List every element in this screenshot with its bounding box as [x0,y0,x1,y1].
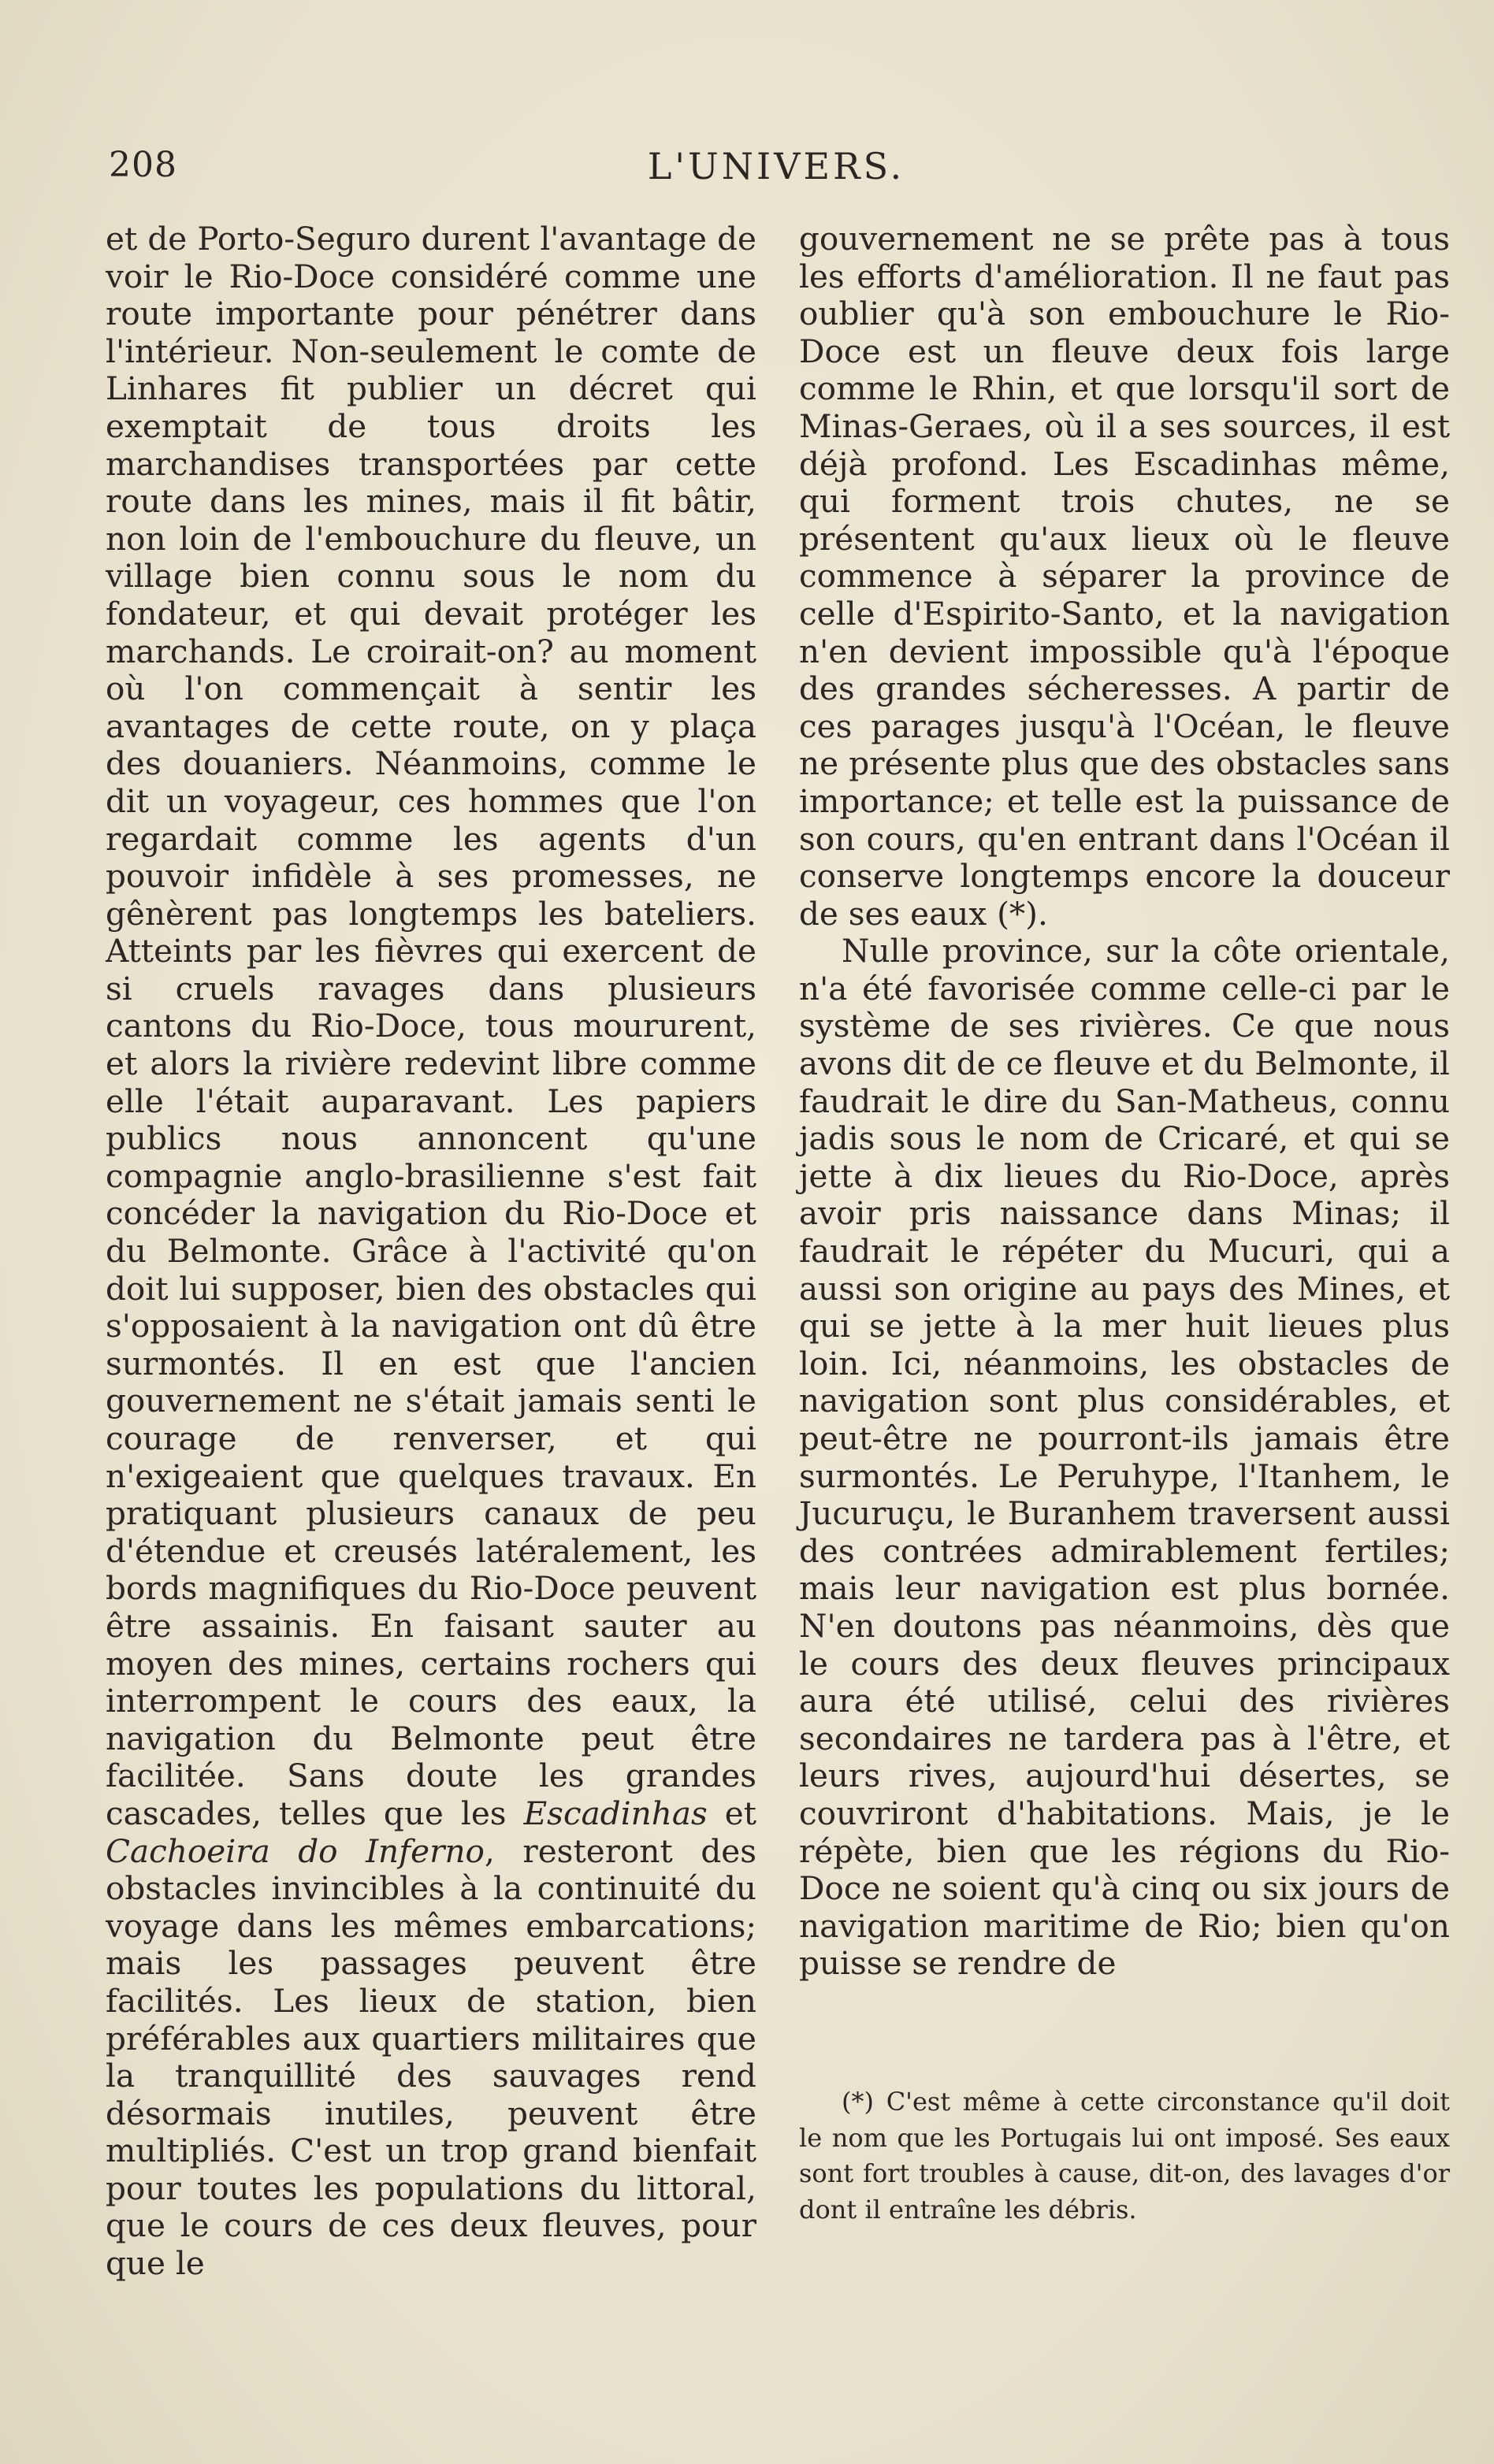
right-paragraph-1: gouvernement ne se prête pas à tous les efforts d'amélioration. Il ne faut pas oublier qu'à son embouchure le Rio-Doce est un fleuve deux fois large comme le Rhin, et que lorsqu'il sort de Minas-Geraes, où il a ses sources, il est déjà profond. Les Escadinhas même, qui forment trois chutes, ne se présentent qu'aux lieux où le fleuve commence à séparer la province de celle d'Espirito-Santo, et la navigation n'en devient impossible qu'à l'époque des grandes sécheresses. A partir de ces parages jusqu'à l'Océan, le fleuve ne présente plus que des obstacles sans importance; et telle est la puissance de son cours, qu'en entrant dans l'Océan il conserve longtemps encore la douceur de ses eaux (*). [799,220,1450,933]
page-header [102,145,1450,192]
running-title: L'UNIVERS. [647,145,905,187]
left-column [106,221,756,2283]
right-column [799,221,1450,1983]
left-text-mid: et [724,1794,757,1832]
right-paragraph-2: Nulle province, sur la côte orientale, n'a été favorisée comme celle-ci par le système de ses rivières. Ce que nous avons dit de ce fleuve et du Belmonte, il faudrait le dire du San-Matheus, connu jadis sous le nom de Cricaré, et qui se jette à dix lieues du Rio-Doce, après avoir pris naissance dans Minas; il faudrait le répéter du Mucuri, qui a aussi son origine au pays des Mines, et qui se jette à la mer huit lieues plus loin. Ici, néanmoins, les obstacles de navigation sont plus considérables, et peut-être ne pourront-ils jamais être surmontés. Le Peruhype, l'Itanhem, le Jucuruçu, le Buranhem traversent aussi des contrées admirablement fertiles; mais leur navigation est plus bornée. N'en doutons pas néanmoins, dès que le cours des deux fleuves principaux aura été utilisé, celui des rivières secondaires ne tardera pas à l'être, et leurs rives, aujourd'hui désertes, se couvriront d'habitations. Mais, je le répète, bien que les régions du Rio-Doce ne soient qu'à cinq ou six jours de navigation maritime de Rio; bien qu'on puisse se rendre de [799,932,1450,1983]
left-text-part1: et de Porto-Seguro durent l'avantage de voir le Rio-Doce considéré comme une route importante pour pénétrer dans l'intérieur. Non-seulement le comte de Linhares fit publier un décret qui exemptait de tous droits les marchandises transportées par cette route dans les mines, mais il fit bâtir, non loin de l'embouchure du fleuve, un village bien connu sous le nom du fondateur, et qui devait protéger les marchands. Le croirait-on? au moment où l'on commençait à sentir les avantages de cette route, on y plaça des douaniers. Néanmoins, comme le dit un voyageur, ces hommes que l'on regardait comme les agents d'un pouvoir infidèle à ses promesses, ne gênèrent pas longtemps les bateliers. Atteints par les fièvres qui exercent de si cruels ravages dans plusieurs cantons du Rio-Doce, tous moururent, et alors la rivière redevint libre comme elle l'était auparavant. Les papiers publics nous annoncent qu'une compagnie anglo-brasilienne s'est fait concéder la navigation du Rio-Doce et du Belmonte. Grâce à l'activité qu'on doit lui supposer, bien des obstacles qui s'opposaient à la navigation ont dû être surmontés. Il en est que l'ancien gouvernement ne s'était jamais senti le courage de renverser, et qui n'exigeaient que quelques travaux. En pratiquant plusieurs canaux de peu d'étendue et creusés latéralement, les bords magnifiques du Rio-Doce peuvent être assainis. En faisant sauter au moyen des mines, certains rochers qui interrompent le cours des eaux, la navigation du Belmonte peut être facilitée. Sans doute les grandes cascades, telles que les [106,220,756,1832]
footnote: (*) C'est même à cette circonstance qu'il doit le nom que les Portugais lui ont imposé. Ses eaux sont fort troubles à cause, dit-on, des lavages d'or dont il entraîne les débris. [799,2087,1450,2225]
left-italic-cachoeira: Cachoeira do Inferno [106,1831,485,1870]
page-number: 208 [109,145,177,185]
left-italic-escadinhas: Escadinhas [523,1794,708,1832]
left-text-part2: , resteront des obstacles invincibles à la continuité du voyage dans les mêmes embarcations; mais les passages peuvent être facilités. Les lieux de station, bien préférables aux quartiers militaires que la tranquillité des sauvages rend désormais inutiles, peuvent être multipliés. C'est un trop grand bienfait pour toutes les populations du littoral, que le cours de ces deux fleuves, pour que le [106,1831,756,2283]
left-column-paragraph [106,221,756,2283]
